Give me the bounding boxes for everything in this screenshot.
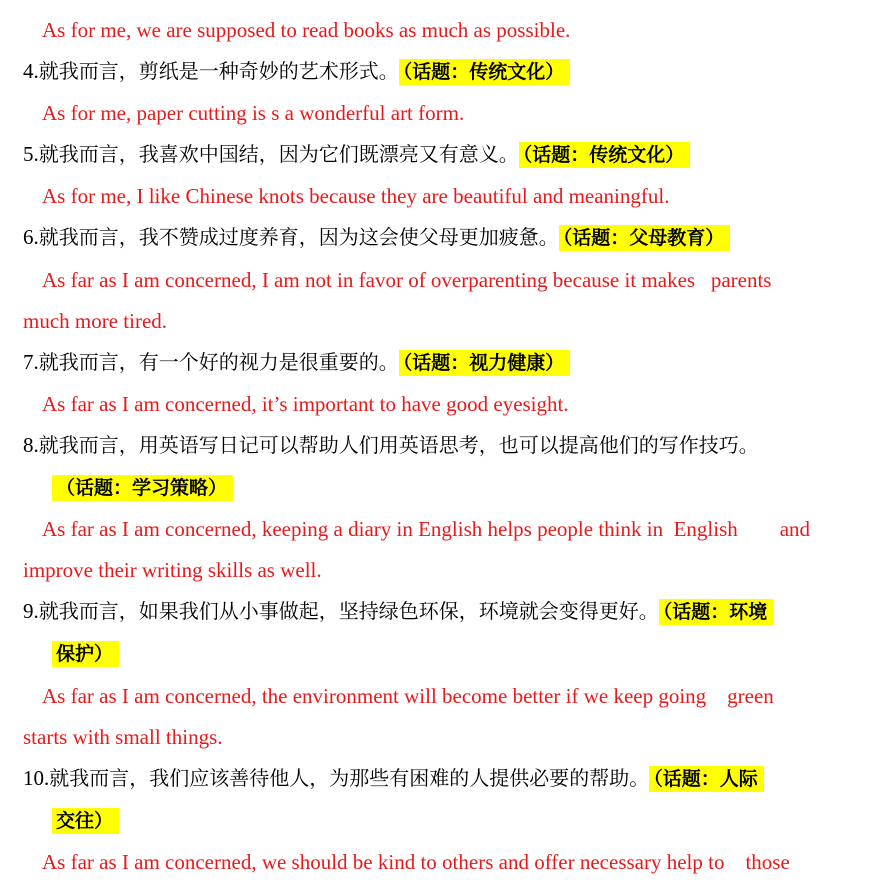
english-sentence: As far as I am concerned, keeping a diary in English helps people think in English and [42, 517, 811, 541]
english-sentence: As for me, I like Chinese knots because they are beautiful and meaningful. [42, 184, 670, 208]
chinese-sentence: 就我而言，我喜欢中国结，因为它们既漂亮又有意义。 [38, 142, 519, 166]
list-item-10 [23, 763, 764, 793]
topic-line [52, 638, 119, 668]
topic-tag: （话题：父母教育） [559, 225, 731, 251]
list-item-6 [23, 222, 730, 252]
item-number: 7. [23, 350, 39, 374]
list-item-5 [23, 139, 690, 169]
item-number: 9. [23, 599, 39, 623]
list-item-9 [23, 596, 773, 626]
english-sentence: As far as I am concerned, we should be kind to others and offer necessary help to those [42, 850, 790, 874]
item-number: 5. [23, 142, 39, 166]
item-number: 10. [23, 766, 50, 790]
chinese-sentence: 就我而言，如果我们从小事做起，坚持绿色环保，环境就会变得更好。 [38, 599, 659, 623]
english-sentence: As far as I am concerned, the environment will become better if we keep going green [42, 684, 774, 708]
english-sentence: As far as I am concerned, I am not in favor of overparenting because it makes parents [42, 268, 772, 292]
topic-line [52, 805, 119, 835]
english-sentence-continued: improve their writing skills as well. [23, 558, 322, 582]
chinese-sentence: 就我而言，用英语写日记可以帮助人们用英语思考，也可以提高他们的写作技巧。 [38, 433, 759, 457]
topic-tag: （话题：环境 [659, 599, 774, 625]
topic-tag: （话题：传统文化） [399, 59, 571, 85]
chinese-sentence: 就我而言，我们应该善待他人，为那些有困难的人提供必要的帮助。 [49, 766, 650, 790]
chinese-sentence: 就我而言，有一个好的视力是很重要的。 [38, 350, 399, 374]
english-sentence: As far as I am concerned, it’s important to have good eyesight. [42, 392, 569, 416]
list-item-7 [23, 347, 570, 377]
english-sentence-continued: much more tired. [23, 309, 168, 333]
english-sentence: As for me, paper cutting is s a wonderful art form. [42, 101, 465, 125]
topic-line [52, 472, 233, 502]
topic-tag: （话题：学习策略） [52, 475, 233, 501]
list-item-8 [23, 430, 759, 460]
english-sentence: As for me, we are supposed to read books as much as possible. [42, 18, 571, 42]
item-number: 8. [23, 433, 39, 457]
item-number: 6. [23, 225, 39, 249]
item-number: 4. [23, 59, 39, 83]
english-sentence-continued: starts with small things. [23, 725, 223, 749]
chinese-sentence: 就我而言，剪纸是一种奇妙的艺术形式。 [38, 59, 399, 83]
topic-tag: （话题：视力健康） [399, 350, 571, 376]
topic-tag: （话题：传统文化） [519, 142, 691, 168]
topic-tag-continued: 保护） [52, 641, 119, 667]
chinese-sentence: 就我而言，我不赞成过度养育，因为这会使父母更加疲惫。 [38, 225, 559, 249]
topic-tag-continued: 交往） [52, 808, 119, 834]
topic-tag: （话题：人际 [649, 766, 764, 792]
list-item-4 [23, 56, 570, 86]
